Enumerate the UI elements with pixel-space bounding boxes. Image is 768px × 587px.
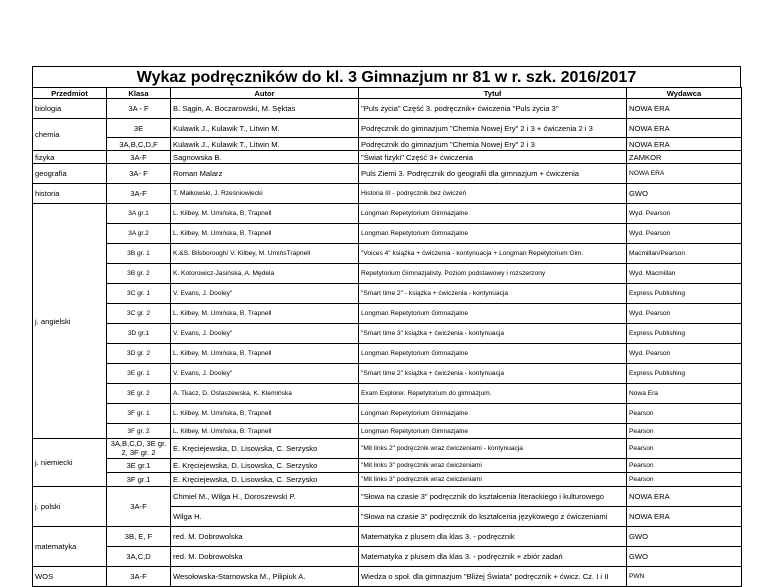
cell-autor: L. Kilbey, M. Umińska, B. Trapnell — [171, 204, 359, 224]
cell-autor: V. Evans, J. Dooley" — [171, 364, 359, 384]
cell-klasa: 3A,C,D — [107, 547, 171, 567]
cell-wydawca: PWN — [627, 567, 742, 587]
document-title: Wykaz podręczników do kl. 3 Gimnazjum nr 81 w r. szk. 2016/2017 — [32, 66, 741, 88]
cell-przedmiot: fizyka — [33, 151, 107, 164]
cell-tytul: Longman Repetytorium Gimnazjalne — [359, 304, 627, 324]
cell-przedmiot: matematyka — [33, 527, 107, 567]
cell-tytul: Exam Explorer. Repetytorium do gimnazjum. — [359, 384, 627, 404]
cell-tytul: "Świat fizyki" Część 3+ ćwiczenia — [359, 151, 627, 164]
cell-klasa: 3A- F — [107, 164, 171, 184]
cell-autor: E. Kręciejewska, D. Lisowska, C. Serzysko — [171, 473, 359, 487]
table-row — [33, 527, 742, 547]
cell-autor: Wesołowska-Starnowska M., Pilipiuk A. — [171, 567, 359, 587]
cell-autor: red. M. Dobrowolska — [171, 547, 359, 567]
cell-autor: Kulawik J., Kulawik T., Litwin M. — [171, 119, 359, 138]
cell-wydawca: Pearson — [627, 424, 742, 439]
header-tytul: Tytuł — [359, 88, 627, 99]
table-row — [33, 404, 742, 424]
table-row — [33, 424, 742, 439]
cell-wydawca: NOWA ERA — [627, 487, 742, 507]
table-row — [33, 459, 742, 473]
cell-autor: Roman Malarz — [171, 164, 359, 184]
cell-klasa: 3A gr.1 — [107, 204, 171, 224]
cell-klasa: 3D gr.1 — [107, 324, 171, 344]
cell-autor: Kulawik J., Kulawik T., Litwin M. — [171, 138, 359, 151]
cell-tytul: "Smart time 2" książka + ćwiczenia - kontynuacja — [359, 364, 627, 384]
cell-przedmiot: WOS — [33, 567, 107, 587]
cell-klasa: 3E gr. 2 — [107, 384, 171, 404]
cell-tytul: Wiedza o społ. dla gimnazjum "Bliżej Świata" podręcznik + ćwicz. Cz. I i II — [359, 567, 627, 587]
cell-wydawca: Express Publishing — [627, 324, 742, 344]
cell-wydawca: Express Publishing — [627, 284, 742, 304]
cell-tytul: "Puls życia" Część 3. podręcznik+ ćwiczenia "Puls życia 3" — [359, 99, 627, 119]
cell-autor: L. Kilbey, M. Umińska, B. Trapnell — [171, 344, 359, 364]
table-row — [33, 304, 742, 324]
cell-wydawca: Wyd. Pearson — [627, 224, 742, 244]
table-row — [33, 567, 742, 587]
cell-klasa: 3A,B,C,D,F — [107, 138, 171, 151]
cell-wydawca: GWO — [627, 547, 742, 567]
cell-wydawca: Express Publishing — [627, 364, 742, 384]
cell-klasa: 3C gr. 1 — [107, 284, 171, 304]
table-row — [33, 473, 742, 487]
header-row — [33, 88, 742, 99]
cell-autor: red. M. Dobrowolska — [171, 527, 359, 547]
table-row — [33, 264, 742, 284]
cell-autor: Wilga H. — [171, 507, 359, 527]
cell-wydawca: NOWA ERA — [627, 507, 742, 527]
cell-klasa: 3B, E, F — [107, 527, 171, 547]
table-row — [33, 439, 742, 459]
cell-wydawca: NOWA ERA — [627, 99, 742, 119]
table-row — [33, 487, 742, 507]
cell-przedmiot: j. angielski — [33, 204, 107, 439]
cell-autor: L. Kilbey, M. Umińska, B. Trapnell — [171, 224, 359, 244]
cell-klasa: 3F gr. 2 — [107, 424, 171, 439]
cell-tytul: Podręcznik do gimnazjum "Chemia Nowej Ery" 2 i 3 — [359, 138, 627, 151]
cell-wydawca: NOWA ERA — [627, 138, 742, 151]
cell-wydawca: NOWA ERA — [627, 164, 742, 184]
cell-wydawca: Nowa Era — [627, 384, 742, 404]
cell-autor: B. Sągin, A. Boczarowski, M. Sęktas — [171, 99, 359, 119]
cell-tytul: "Słowa na czasie 3" podręcznik do kształcenia językowego z ćwiczeniami — [359, 507, 627, 527]
cell-klasa: 3F gr. 1 — [107, 404, 171, 424]
cell-tytul: "Voices 4" książka + ćwiczenia - kontynuacja + Longman Repetytorium Gim. — [359, 244, 627, 264]
cell-autor: Sagnowska B. — [171, 151, 359, 164]
cell-tytul: "Mit links 3" podręcznik wraz ćwiczeniami — [359, 459, 627, 473]
header-wydawca: Wydawca — [627, 88, 742, 99]
table-row — [33, 204, 742, 224]
cell-przedmiot: chemia — [33, 119, 107, 151]
cell-klasa: 3B gr. 2 — [107, 264, 171, 284]
table-row — [33, 119, 742, 138]
cell-wydawca: Pearson — [627, 473, 742, 487]
cell-autor: L. Kilbey, M. Umińska, B. Trapnell — [171, 404, 359, 424]
cell-wydawca: Wyd. Macmillan — [627, 264, 742, 284]
table-row — [33, 284, 742, 304]
table-row — [33, 364, 742, 384]
table-row — [33, 244, 742, 264]
cell-autor: A. Tkacz, D. Ostaszewska, K. Klemińska — [171, 384, 359, 404]
cell-wydawca: Pearson — [627, 439, 742, 459]
cell-autor: E. Kręciejewska, D. Lisowska, C. Serzysko — [171, 439, 359, 459]
cell-autor: V. Evans, J. Dooley" — [171, 324, 359, 344]
cell-wydawca: NOWA ERA — [627, 119, 742, 138]
cell-przedmiot: historia — [33, 184, 107, 204]
table-row — [33, 99, 742, 119]
cell-tytul: "Słowa na czasie 3" podręcznik do kształcenia literackiego i kulturowego — [359, 487, 627, 507]
cell-wydawca: Macmillan/Pearson — [627, 244, 742, 264]
cell-autor: V. Evans, J. Dooley" — [171, 284, 359, 304]
cell-tytul: "Smart time 2" - książka + ćwiczenia - kontynuacja — [359, 284, 627, 304]
cell-wydawca: Wyd. Pearson — [627, 344, 742, 364]
cell-tytul: Longman Repetytorium Gimnazjalne — [359, 224, 627, 244]
cell-klasa: 3B gr. 1 — [107, 244, 171, 264]
cell-wydawca: Pearson — [627, 459, 742, 473]
table-row — [33, 384, 742, 404]
table-row — [33, 344, 742, 364]
cell-autor: K.&S. Bilsborough/ V. Kilbey, M. UmińsTrapnell — [171, 244, 359, 264]
cell-tytul: Historia III - podręcznik bez ćwiczeń — [359, 184, 627, 204]
cell-wydawca: Wyd. Pearson — [627, 204, 742, 224]
table-row — [33, 151, 742, 164]
cell-klasa: 3A-F — [107, 567, 171, 587]
cell-tytul: Matematyka z plusem dla klas 3. - podręcznik — [359, 527, 627, 547]
table-row — [33, 547, 742, 567]
cell-tytul: Longman Repetytorium Gimnazjalne — [359, 424, 627, 439]
cell-klasa: 3A - F — [107, 99, 171, 119]
header-autor: Autor — [171, 88, 359, 99]
cell-wydawca: Wyd. Pearson — [627, 304, 742, 324]
cell-przedmiot: j. niemiecki — [33, 439, 107, 487]
cell-autor: K. Kotorowicz-Jasińska, A. Mędela — [171, 264, 359, 284]
cell-klasa: 3F gr.1 — [107, 473, 171, 487]
cell-autor: E. Kręciejewska, D. Lisowska, C. Serzysko — [171, 459, 359, 473]
cell-autor: T. Małkowski, J. Rześniowiecki — [171, 184, 359, 204]
cell-klasa: 3A-F — [107, 184, 171, 204]
table-row — [33, 324, 742, 344]
table-row — [33, 224, 742, 244]
cell-klasa: 3A gr.2 — [107, 224, 171, 244]
cell-tytul: Podręcznik do gimnazjum "Chemia Nowej Ery" 2 i 3 + ćwiczenia 2 i 3 — [359, 119, 627, 138]
cell-tytul: Longman Repetytorium Gimnazjalne — [359, 344, 627, 364]
cell-klasa: 3A-F — [107, 487, 171, 527]
cell-tytul: "Mit links 2" podręcznik wraz ćwiczeniami - kontynuacja — [359, 439, 627, 459]
cell-klasa: 3E — [107, 119, 171, 138]
header-klasa: Klasa — [107, 88, 171, 99]
cell-przedmiot: geografia — [33, 164, 107, 184]
header-przedmiot: Przedmiot — [33, 88, 107, 99]
cell-wydawca: ZAMKOR — [627, 151, 742, 164]
cell-wydawca: GWO — [627, 184, 742, 204]
cell-klasa: 3C gr. 2 — [107, 304, 171, 324]
cell-klasa: 3A-F — [107, 151, 171, 164]
cell-klasa: 3E gr. 1 — [107, 364, 171, 384]
cell-klasa: 3E gr.1 — [107, 459, 171, 473]
cell-przedmiot: biologia — [33, 99, 107, 119]
cell-tytul: Puls Ziemi 3. Podręcznik do geografii dla gimnazjum + ćwiczenia — [359, 164, 627, 184]
cell-autor: Chmiel M., Wilga H., Doroszewski P. — [171, 487, 359, 507]
table-row — [33, 138, 742, 151]
cell-klasa: 3A,B,C,D, 3E gr. 2, 3F gr. 2 — [107, 439, 171, 459]
cell-tytul: Repetytorium Gimnazjalisty. Poziom podstawowy i rozszerzony — [359, 264, 627, 284]
textbook-table — [32, 87, 742, 587]
cell-tytul: Matematyka z plusem dla klas 3. - podręcznik + zbiór zadań — [359, 547, 627, 567]
cell-wydawca: Pearson — [627, 404, 742, 424]
cell-przedmiot: j. polski — [33, 487, 107, 527]
cell-wydawca: GWO — [627, 527, 742, 547]
table-row — [33, 184, 742, 204]
cell-tytul: Longman Repetytorium Gimnazjalne — [359, 404, 627, 424]
cell-autor: L. Kilbey, M. Umińska, B. Trapnell — [171, 304, 359, 324]
cell-autor: L. Kilbey, M. Umińska, B. Trapnell — [171, 424, 359, 439]
cell-tytul: Longman Repetytorium Gimnazjalne — [359, 204, 627, 224]
cell-tytul: "Mit links 3" podręcznik wraz ćwiczeniami — [359, 473, 627, 487]
cell-tytul: "Smart time 3" książka + ćwiczenia - kontynuacja — [359, 324, 627, 344]
table-row — [33, 164, 742, 184]
cell-klasa: 3D gr. 2 — [107, 344, 171, 364]
